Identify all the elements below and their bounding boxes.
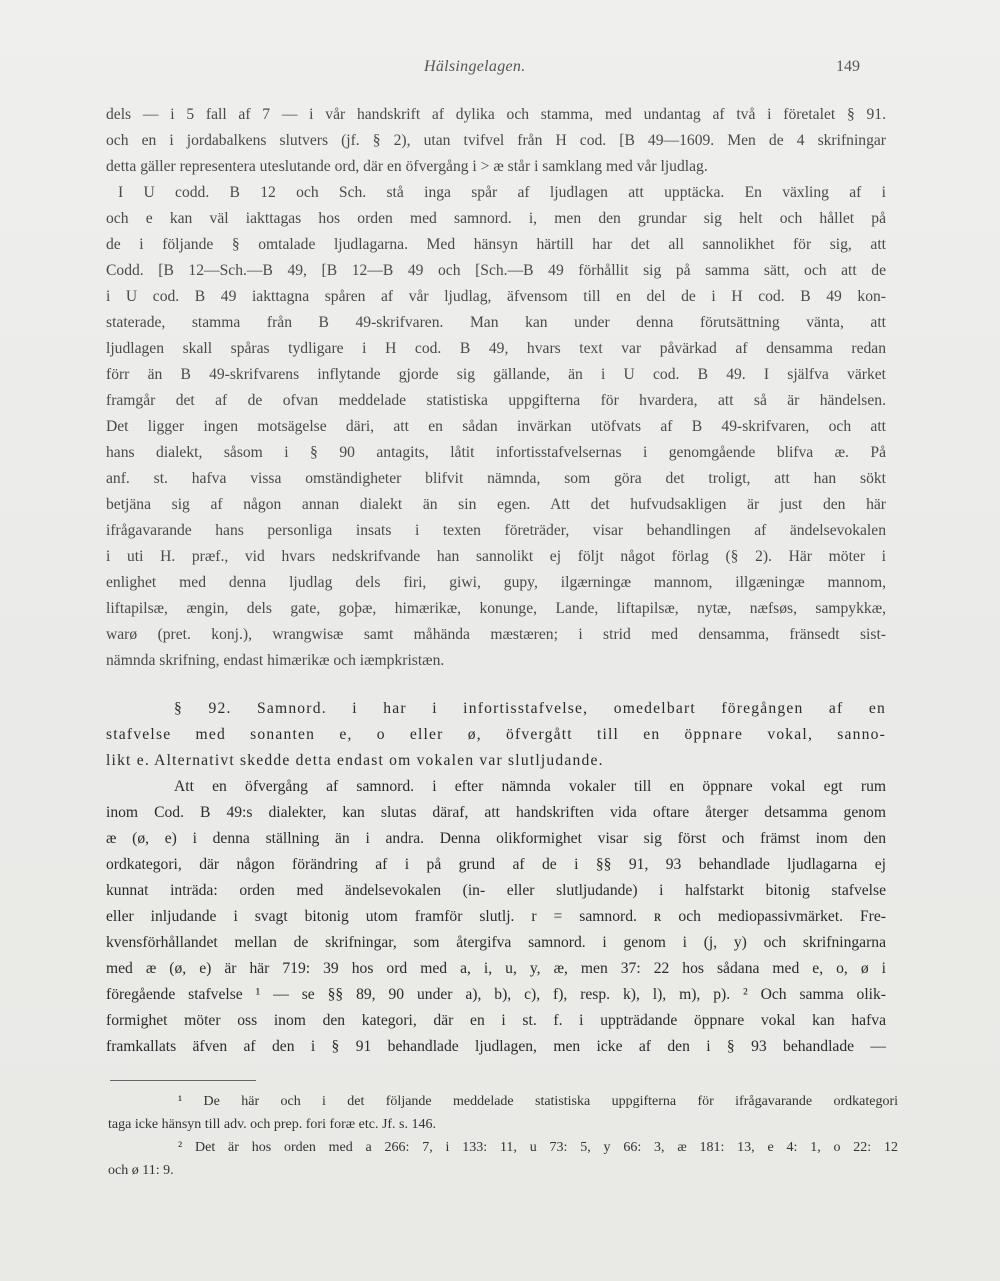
footnote-line: ¹ De här och i det följande meddelade statistiska uppgifterna för ifrågavarande ordkategori: [178, 1094, 898, 1109]
text-line: kunnat inträda: orden med ändelsevokalen (in- eller slutljudande) i halfstarkt bitonig stafvelse: [106, 882, 886, 899]
section-heading-line: likt e. Alternativt skedde detta endast om vokalen var slutljudande.: [106, 752, 604, 769]
text-line: ordkategori, där någon förändring af i på grund af de i §§ 91, 93 behandlade ljudlagarna ej: [106, 856, 886, 873]
footnote-divider: [110, 1080, 256, 1081]
text-line: föregående stafvelse ¹ — se §§ 89, 90 under a), b), c), f), resp. k), l), m), p). ² Och samma olik-: [106, 986, 886, 1003]
text-line: och e kan väl iakttagas hos orden med samnord. i, men den grundar sig helt och hållet på: [106, 210, 886, 227]
section-heading-line: stafvelse med sonanten e, o eller ø, öfvergått till en öppnare vokal, sanno-: [106, 726, 886, 743]
text-line: formighet möter oss inom den kategori, där en i st. f. i uppträdande öppnare vokal kan hafva: [106, 1012, 886, 1029]
page-number: 149: [836, 58, 860, 75]
text-line: framkallats äfven af den i § 91 behandlade ljudlagen, men icke af den i § 93 behandlade —: [106, 1038, 886, 1055]
page-header: [0, 58, 1000, 88]
section-heading-line: § 92. Samnord. i har i infortisstafvelse, omedelbart föregången af en: [174, 700, 886, 717]
text-line: detta gäller representera uteslutande ord, där en öfvergång i > æ står i samklang med vår ljudlag.: [106, 158, 708, 175]
text-line: warø (pret. konj.), wrangwisæ samt måhända mæstæren; i strid med densamma, fränsedt sist-: [106, 626, 886, 643]
text-line: dels — i 5 fall af 7 — i vår handskrift af dylika och stamma, med undantag af två i företalet § 91.: [106, 106, 886, 123]
footnotes: [108, 1090, 898, 1182]
text-line: i U cod. B 49 iakttagna spåren af vår ljudlag, äfvensom till en del de i H cod. B 49 kon-: [106, 288, 886, 305]
text-line: hans dialekt, såsom i § 90 antagits, låtit infortisstafvelsernas i genomgående blifva æ. På: [106, 444, 886, 461]
paragraph-4: [106, 774, 886, 1060]
text-line: med æ (ø, e) är här 719: 39 hos ord med a, i, u, y, æ, men 37: 22 hos sådana med e, o, ø i: [106, 960, 886, 977]
text-line: kvensförhållandet mellan de skrifningar, som återgifva samnord. i genom i (j, y) och skrifningarna: [106, 934, 886, 951]
footnote-line: ² Det är hos orden med a 266: 7, i 133: 11, u 73: 5, y 66: 3, æ 181: 13, e 4: 1, o 22: 12: [178, 1140, 898, 1155]
text-line: eller inljudande i svagt bitonig utom framför slutlj. r = samnord. ʀ och mediopassivmärket. Fre-: [106, 908, 886, 925]
section-92-heading: [106, 696, 886, 774]
paragraph-gap: [106, 674, 886, 696]
text-line: enlighet med denna ljudlag dels firi, giwi, gupy, ilgærningæ mannom, illgæningæ mannom,: [106, 574, 886, 591]
text-line: anf. st. hafva vissa omständigheter blifvit nämnda, som göra det troligt, att han sökt: [106, 470, 886, 487]
text-line: Det ligger ingen motsägelse däri, att en sådan invärkan utöfvats af B 49-skrifvaren, och att: [106, 418, 886, 435]
text-line: staterade, stamma från B 49-skrifvaren. Man kan under denna förutsättning vänta, att: [106, 314, 886, 331]
text-line: förr än B 49-skrifvarens inflytande gjorde sig gällande, än i U cod. B 49. I själfva värket: [106, 366, 886, 383]
text-line: betjäna sig af någon annan dialekt än sin egen. Att det hufvudsakligen är just den här: [106, 496, 886, 513]
paragraph-1: [106, 102, 886, 180]
text-line: framgår det af de ofvan meddelade statistiska uppgifterna för hvardera, att så är händelsen.: [106, 392, 886, 409]
body-text: [106, 102, 886, 1060]
text-line: Codd. [B 12—Sch.—B 49, [B 12—B 49 och [Sch.—B 49 förhållit sig på samma sätt, och att de: [106, 262, 886, 279]
text-line: ljudlagen skall spåras tydligare i H cod. B 49, hvars text var påvärkad af densamma redan: [106, 340, 886, 357]
text-line: de i följande § omtalade ljudlagarna. Med hänsyn härtill har det all sannolikhet för sig, att: [106, 236, 886, 253]
text-line: och en i jordabalkens slutvers (jf. § 2), utan tvifvel från H cod. [B 49—1609. Men de 4 skrifningar: [106, 132, 886, 149]
running-title: Hälsingelagen.: [424, 58, 526, 75]
footnote-line: taga icke hänsyn till adv. och prep. fori foræ etc. Jf. s. 146.: [108, 1117, 437, 1132]
text-line: inom Cod. B 49:s dialekter, kan slutas däraf, att handskriften vida oftare återger detsamma genom: [106, 804, 886, 821]
text-line: ifrågavarande hans personliga insats i texten företräder, visar behandlingen af ändelsevokalen: [106, 522, 886, 539]
text-line: Att en öfvergång af samnord. i efter nämnda vokaler till en öppnare vokal egt rum: [174, 778, 886, 795]
text-line: liftapilsæ, ængin, dels gate, goþæ, himærikæ, konunge, Lande, liftapilsæ, nytæ, næfsøs, sampykkæ,: [106, 600, 886, 617]
paragraph-2: [106, 180, 886, 674]
text-line: æ (ø, e) i denna ställning än i andra. Denna olikformighet visar sig först och främst inom den: [106, 830, 886, 847]
text-line: nämnda skrifning, endast himærikæ och iæmpkristæn.: [106, 652, 445, 669]
text-line: i uti H. præf., vid hvars nedskrifvande han sannolikt ej följt något förlag (§ 2). Här möter i: [106, 548, 886, 565]
footnote-line: och ø 11: 9.: [108, 1163, 174, 1178]
text-line: I U codd. B 12 och Sch. stå inga spår af ljudlagen att upptäcka. En växling af i: [118, 184, 886, 201]
